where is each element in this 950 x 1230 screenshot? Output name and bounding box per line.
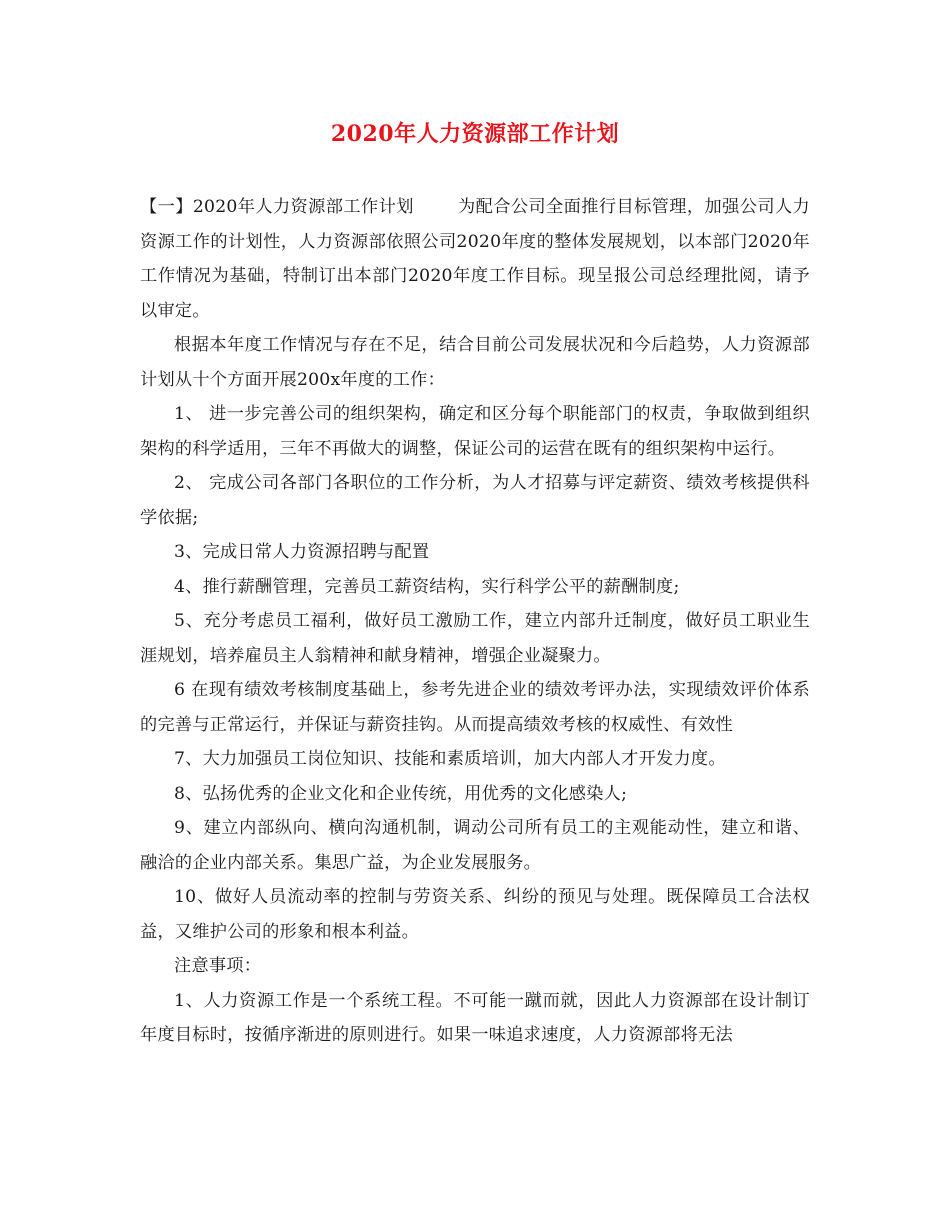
intro-heading: 【一】2020年人力资源部工作计划 (140, 197, 414, 217)
document-body (140, 190, 810, 1053)
paragraph-item-7: 7、大力加强员工岗位知识、技能和素质培训，加大内部人才开发力度。 (174, 749, 726, 769)
paragraph-summary: 根据本年度工作情况与存在不足，结合目前公司发展状况和今后趋势，人力资源部计划从十个方面开展200x年度的工作： (140, 335, 810, 390)
paragraph-item-4: 4、推行薪酬管理，完善员工薪资结构，实行科学公平的薪酬制度; (174, 576, 680, 597)
notes-item-1: 1、人力资源工作是一个系统工程。不可能一蹴而就，因此人力资源部在设计制订年度目标时，按循序渐进的原则进行。如果一味追求速度，人力资源部将无法 (140, 990, 810, 1045)
paragraph-item-5: 5、充分考虑员工福利，做好员工激励工作，建立内部升迁制度，做好员工职业生涯规划，培养雇员主人翁精神和献身精神，增强企业凝聚力。 (140, 611, 810, 666)
intro-paragraph (140, 190, 810, 328)
paragraph-item-9: 9、建立内部纵向、横向沟通机制，调动公司所有员工的主观能动性，建立和谐、融洽的企业内部关系。集思广益，为企业发展服务。 (140, 818, 810, 873)
paragraph-item-8: 8、弘扬优秀的企业文化和企业传统，用优秀的文化感染人; (174, 783, 628, 804)
document-title: 2020年人力资源部工作计划 (330, 121, 620, 147)
paragraph-item-2: 2、 完成公司各部门各职位的工作分析，为人才招募与评定薪资、绩效考核提供科学依据; (140, 473, 810, 528)
paragraph-item-1: 1、 进一步完善公司的组织架构，确定和区分每个职能部门的权责，争取做到组织架构的科学适用，三年不再做大的调整，保证公司的运营在既有的组织架构中运行。 (140, 404, 810, 459)
paragraph-item-3: 3、完成日常人力资源招聘与配置 (174, 542, 430, 562)
notes-heading: 注意事项： (174, 956, 262, 976)
intro-text: 为配合公司全面推行目标管理，加强公司人力资源工作的计划性，人力资源部依照公司2020年度的整体发展规划，以本部门2020年工作情况为基础，特制订出本部门2020年度工作目标。现呈报公司总经理批阅，请予以审定。 (140, 197, 810, 321)
paragraph-item-6: 6 在现有绩效考核制度基础上，参考先进企业的绩效考评办法，实现绩效评价体系的完善与正常运行，并保证与薪资挂钩。从而提高绩效考核的权威性、有效性 (140, 680, 810, 735)
paragraph-item-10: 10、做好人员流动率的控制与劳资关系、纠纷的预见与处理。既保障员工合法权益，又维护公司的形象和根本利益。 (140, 887, 810, 942)
